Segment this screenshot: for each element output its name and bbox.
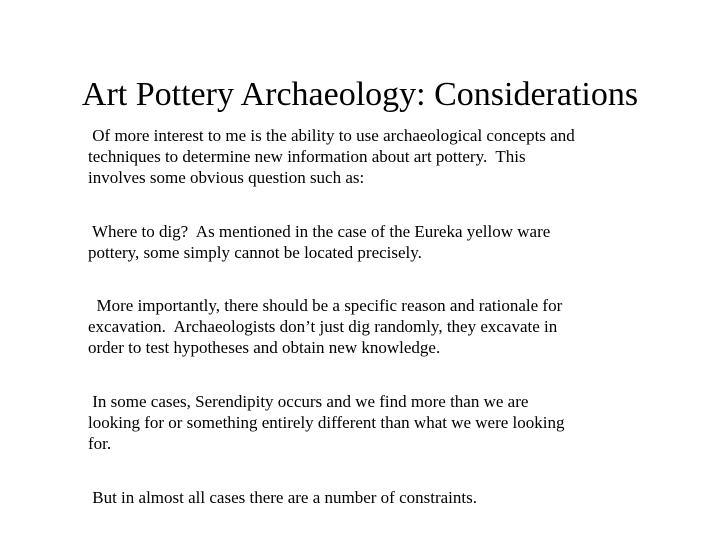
paragraph-line: Of more interest to me is the ability to use archaeological concepts and (88, 126, 575, 145)
paragraph-line: excavation. Archaeologists don’t just dig randomly, they excavate in (88, 317, 558, 336)
paragraph-intro (88, 125, 668, 188)
paragraph-line: looking for or something entirely different than what we were looking (88, 413, 565, 432)
paragraph-line: pottery, some simply cannot be located precisely. (88, 243, 422, 262)
paragraph-line: More importantly, there should be a specific reason and rationale for (88, 296, 563, 315)
paragraph-serendipity (88, 391, 668, 454)
paragraph-line: involves some obvious question such as: (88, 168, 365, 187)
slide-title: Art Pottery Archaeology: Considerations (81, 76, 639, 113)
paragraph-line: But in almost all cases there are a number of constraints. (88, 488, 477, 507)
paragraph-line: order to test hypotheses and obtain new knowledge. (88, 338, 441, 357)
paragraph-line: Where to dig? As mentioned in the case of the Eureka yellow ware (88, 222, 551, 241)
paragraph-line: techniques to determine new information about art pottery. This (88, 147, 526, 166)
paragraph-line: In some cases, Serendipity occurs and we find more than we are (88, 392, 529, 411)
paragraph-reason-for-excavation (88, 295, 668, 358)
paragraph-line: for. (88, 434, 112, 453)
paragraph-where-to-dig (88, 221, 668, 263)
paragraph-constraints (88, 487, 668, 508)
